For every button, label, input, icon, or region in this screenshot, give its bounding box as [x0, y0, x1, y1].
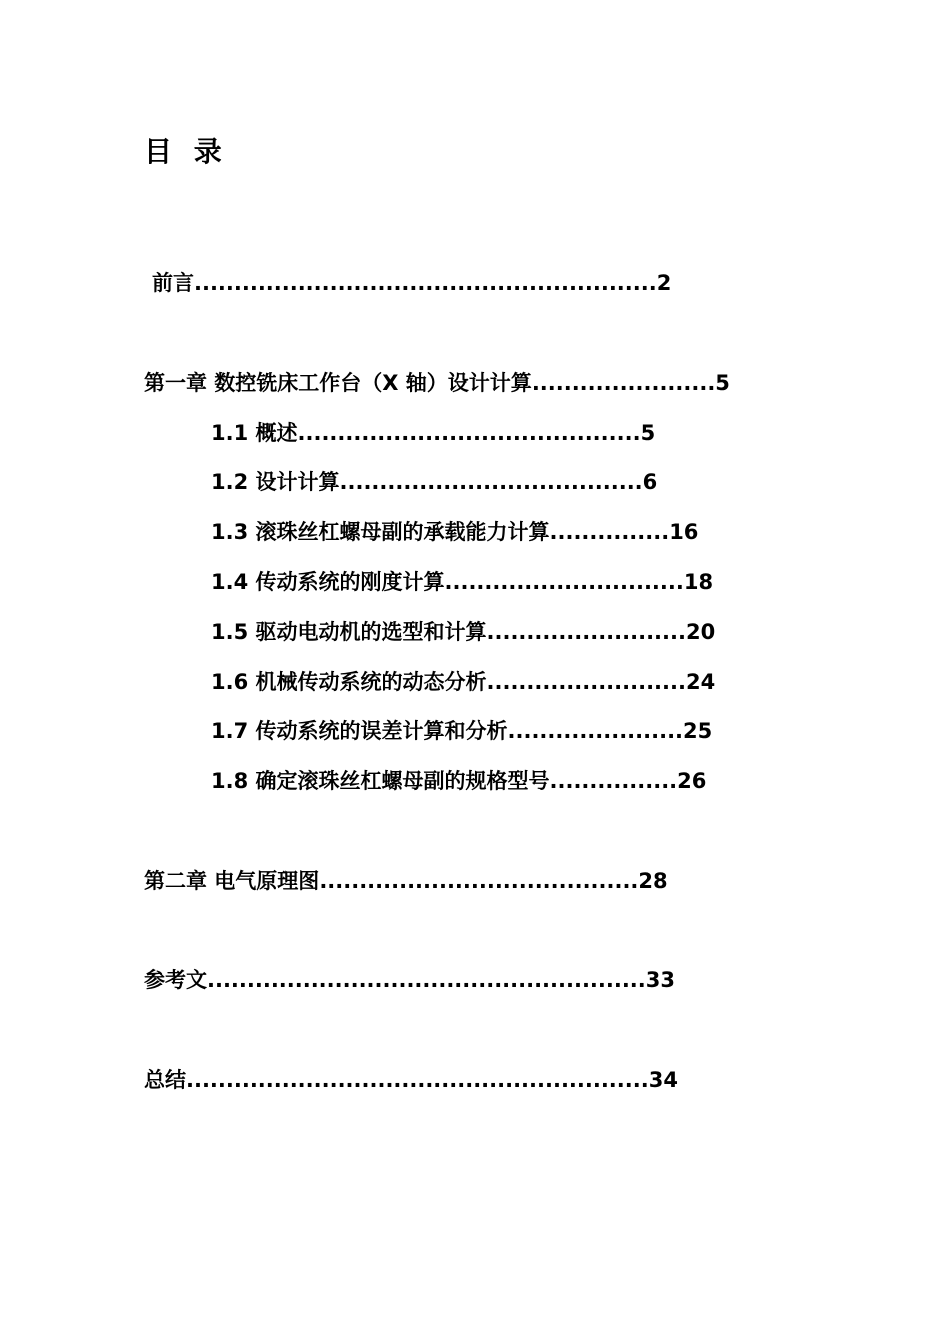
toc-leader-dots: ........................................ [319, 869, 639, 893]
toc-page-number: 16 [669, 520, 699, 544]
toc-leader-dots: ...................... [507, 719, 684, 743]
toc-entry-label: 1.4 传动系统的刚度计算 [211, 570, 445, 594]
toc-leader-dots: ...................................... [339, 470, 643, 494]
toc-entry-label: 1.6 机械传动系统的动态分析 [211, 670, 487, 694]
toc-leader-dots: ......................... [486, 670, 686, 694]
toc-page-number: 5 [715, 371, 730, 395]
toc-entry-chapter-1[interactable] [144, 368, 794, 398]
toc-leader-dots: .............................. [444, 570, 684, 594]
toc-entry-1-8[interactable] [211, 766, 791, 796]
toc-entry-1-4[interactable] [211, 567, 791, 597]
toc-entry-1-5[interactable] [211, 617, 791, 647]
toc-leader-dots: ....................................................... [207, 968, 646, 992]
toc-entry-chapter-2[interactable] [144, 866, 794, 896]
toc-leader-dots: ......................... [486, 620, 686, 644]
toc-leader-dots: ................ [549, 769, 678, 793]
toc-entry-1-6[interactable] [211, 667, 791, 697]
toc-page-number: 25 [683, 719, 713, 743]
toc-entry-1-2[interactable] [211, 467, 791, 497]
toc-entry-summary[interactable] [144, 1065, 794, 1095]
toc-entry-1-1[interactable] [211, 418, 791, 448]
toc-entry-label: 1.2 设计计算 [211, 470, 340, 494]
toc-entry-label: 1.8 确定滚珠丝杠螺母副的规格型号 [211, 769, 550, 793]
toc-page-number: 28 [638, 869, 668, 893]
toc-page-number: 20 [685, 620, 716, 644]
toc-entry-label: 1.7 传动系统的误差计算和分析 [211, 719, 508, 743]
toc-page-number: 24 [685, 670, 716, 694]
toc-page-number: 33 [645, 968, 675, 992]
toc-page-number: 26 [677, 769, 707, 793]
toc-entry-1-3[interactable] [211, 517, 791, 547]
toc-leader-dots: .......................................................... [194, 271, 657, 295]
toc-page-number: 34 [648, 1068, 678, 1092]
toc-entry-label: 第一章 数控铣床工作台（X 轴）设计计算 [144, 371, 532, 395]
toc-entry-label: 总结 [144, 1068, 186, 1092]
toc-leader-dots: ............... [549, 520, 670, 544]
toc-entry-label: 参考文 [144, 968, 207, 992]
toc-entry-references[interactable] [144, 965, 794, 995]
toc-leader-dots: ....................... [531, 371, 716, 395]
toc-page-number: 6 [642, 470, 658, 494]
toc-entry-label: 1.1 概述 [211, 421, 298, 445]
toc-entry-label: 第二章 电气原理图 [144, 869, 320, 893]
toc-entry-label: 1.5 驱动电动机的选型和计算 [211, 620, 487, 644]
toc-entry-1-7[interactable] [211, 716, 791, 746]
toc-entry-preface[interactable] [152, 268, 782, 298]
page-title: 目 录 [144, 135, 228, 168]
toc-page-number: 18 [683, 570, 714, 594]
toc-entry-label: 1.3 滚珠丝杠螺母副的承载能力计算 [211, 520, 550, 544]
toc-leader-dots: .......................................................... [186, 1068, 649, 1092]
toc-page-number: 2 [656, 271, 672, 295]
toc-leader-dots: ........................................... [297, 421, 641, 445]
toc-entry-label: 前言 [152, 271, 194, 295]
toc-page-number: 5 [640, 421, 656, 445]
